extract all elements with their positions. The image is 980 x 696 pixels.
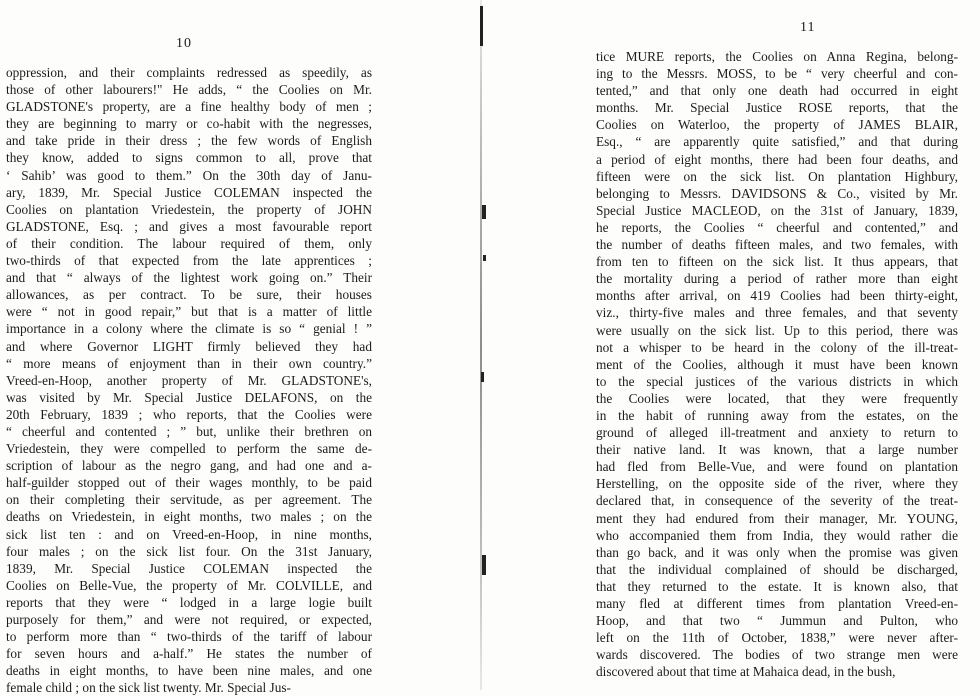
text-line: ary, 1839, Mr. Special Justice COLEMAN inspected the — [6, 184, 372, 200]
text-line: they know, added to signs common to all, prove that — [6, 150, 372, 166]
text-line: on their completing their servitude, as per agreement. The — [6, 492, 372, 508]
text-line: to perform more than “ two-thirds of the tariff of labour — [6, 629, 372, 645]
text-line: who accompanied them from India, they would rather die — [596, 527, 958, 543]
text-line: reports that they were “ lodged in a large logie built — [6, 594, 372, 610]
text-line: Vriedestein, they were compelled to perform the same de- — [6, 441, 372, 457]
left-page-text — [6, 64, 372, 696]
text-line: belonging to Messrs. DAVIDSONS & Co., visited by Mr. — [596, 185, 958, 201]
text-line: deaths in eight months, to have been nine males, and one — [6, 663, 372, 679]
left-page — [0, 0, 472, 696]
right-page-text — [596, 48, 958, 680]
text-line: importance in a colony where the climate is so “ genial ! ” — [6, 321, 372, 337]
text-line: were “ not in good repair,” but that is a matter of little — [6, 304, 372, 320]
text-line: months after arrival, on 419 Coolies had been thirty-eight, — [596, 288, 958, 304]
text-line: 1839, Mr. Special Justice COLEMAN inspected the — [6, 560, 372, 576]
right-page — [492, 0, 980, 690]
page-number-left: 10 — [176, 36, 192, 51]
text-line: oppression, and their complaints redressed as speedily, as — [6, 65, 372, 80]
text-line: ‘ Sahib’ was good to them.” On the 30th day of Janu- — [6, 167, 372, 183]
gutter-mark — [480, 6, 483, 46]
text-line: viz., thirty-five males and three females, and that seventy — [596, 305, 958, 321]
text-line: Esq., “ are apparently quite satisfied,” and that during — [596, 134, 958, 150]
text-line: they are beginning to marry or co-habit with the negresses, — [6, 116, 372, 132]
text-line: months. Mr. Special Justice ROSE reports, that the — [596, 100, 958, 116]
text-line: 20th February, 1839 ; who reports, that the Coolies were — [6, 406, 372, 422]
text-line: in the habit of running away from the estates, on the — [596, 407, 958, 423]
text-line: GLADSTONE, Esq. ; and gives a most favourable report — [6, 218, 372, 234]
gutter-mark — [481, 372, 484, 382]
text-line: to the special justices of the various districts in which — [596, 373, 958, 389]
text-line: tented,” and that only one death had occurred in eight — [596, 83, 958, 99]
text-line: Special Justice MACLEOD, on the 31st of January, 1839, — [596, 202, 958, 218]
text-line: the Coolies were located, that they were frequently — [596, 390, 958, 406]
text-line: purposely for them,” and were not required, or expected, — [6, 612, 372, 627]
text-line: two-thirds of that expected from the late apprentices ; — [6, 253, 372, 269]
text-line: Coolies on plantation Vriedestein, the property of JOHN — [6, 201, 372, 217]
text-line: GLADSTONE's property, are a fine healthy body of men ; — [6, 99, 372, 115]
text-line: ment they had endured from their manager, Mr. YOUNG, — [596, 510, 958, 526]
text-line: were usually on the sick list. Up to this period, there was — [596, 322, 958, 338]
text-line: many fled at different times from plantation Vreed-en- — [596, 596, 958, 611]
text-line: and take pride in their dress ; the few words of English — [6, 133, 372, 149]
text-line: and that “ always of the lightest work going on.” Their — [6, 270, 372, 286]
text-line: deaths on Vriedestein, in eight months, two males ; on the — [6, 509, 372, 525]
text-line: sick list ten : and on Vreed-en-Hoop, in nine months, — [6, 526, 372, 542]
text-line: that the individual complained of should be discharged, — [596, 561, 958, 577]
text-line: discovered about that time at Mahaica dead, in the bush, — [596, 664, 896, 680]
text-line: for seven hours and a-half.” He states the number of — [6, 646, 372, 662]
text-line: those of other labourers!" He adds, “ the Coolies on Mr. — [6, 82, 372, 98]
text-line: ment of the Coolies, although it must have been known — [596, 356, 958, 372]
text-line: left on the 11th of October, 1838,” were never after- — [596, 630, 958, 646]
text-line: scription of labour as the negro gang, and had one and a- — [6, 458, 372, 474]
book-gutter — [472, 0, 492, 690]
text-line: Coolies on Belle-Vue, the property of Mr. COLVILLE, and — [6, 577, 372, 593]
text-line: wards discovered. The bodies of two strange men were — [596, 647, 958, 663]
text-line: and where Governor LIGHT firmly believed they had — [6, 338, 372, 354]
text-line: “ cheerful and contented ; ” but, unlike their brethren on — [6, 423, 372, 439]
text-line: their native land. It was known, that a large number — [596, 442, 958, 458]
text-line: four males ; on the sick list four. On the 31st January, — [6, 543, 372, 559]
text-line: the number of deaths fifteen males, and two females, with — [596, 237, 958, 253]
text-line: Coolies on Waterloo, the property of JAMES BLAIR, — [596, 117, 958, 133]
text-line: allowances, as per contract. To be sure, their houses — [6, 287, 372, 303]
text-line: he reports, the Coolies “ cheerful and contented,” and — [596, 219, 958, 235]
text-line: had fled from Belle-Vue, and were found on plantation — [596, 459, 958, 475]
text-line: half-guilder stopped out of their wages monthly, to be paid — [6, 475, 372, 491]
text-line: declared that, in consequence of the severity of the treat- — [596, 493, 958, 509]
text-line: not a whisper to be heard in the colony of the ill-treat- — [596, 339, 958, 355]
gutter-mark — [482, 555, 486, 575]
gutter-shadow — [480, 0, 482, 690]
text-line: than go back, and it was only when the promise was given — [596, 544, 958, 560]
text-line: from ten to fifteen on the sick list. It thus appears, that — [596, 254, 958, 270]
gutter-mark — [482, 205, 486, 219]
text-line: tice MURE reports, the Coolies on Anna Regina, belong- — [596, 49, 958, 64]
text-line: “ more means of enjoyment than in their own country.” — [6, 355, 372, 371]
text-line: fifteen were on the sick list. On plantation Highbury, — [596, 168, 958, 184]
gutter-mark — [483, 255, 486, 261]
text-line: was visited by Mr. Special Justice DELAFONS, on the — [6, 389, 372, 405]
text-line: Vreed-en-Hoop, another property of Mr. GLADSTONE's, — [6, 372, 372, 388]
page-number-right: 11 — [800, 20, 816, 35]
text-line: Herstelling, on the opposite side of the river, where they — [596, 476, 958, 492]
text-line: the mortality during a period of rather more than eight — [596, 271, 958, 287]
text-line: ing to the Messrs. MOSS, to be “ very cheerful and con- — [596, 66, 958, 82]
text-line: female child ; on the sick list twenty. Mr. Special Jus- — [6, 680, 291, 696]
text-line: Hoop, and that two “ Jummun and Pulton, who — [596, 613, 958, 629]
text-line: ground of alleged ill-treatment and anxiety to return to — [596, 425, 958, 441]
text-line: that they returned to the estate. It is known also, that — [596, 578, 958, 594]
text-line: of their condition. The labour required of them, only — [6, 235, 372, 251]
text-line: a period of eight months, there had been four deaths, and — [596, 151, 958, 167]
